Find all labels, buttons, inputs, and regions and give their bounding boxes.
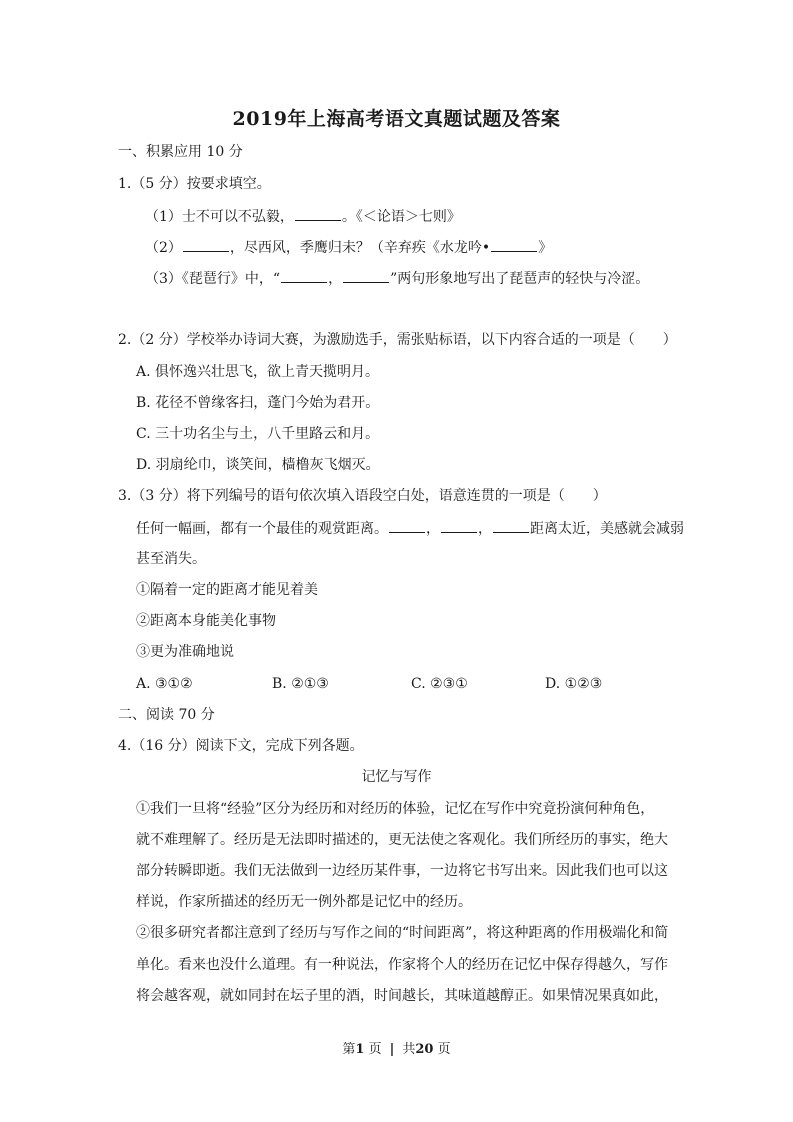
question-1-line-1 bbox=[145, 206, 461, 227]
page-prefix: 第 bbox=[342, 1042, 356, 1057]
fill-blank bbox=[343, 268, 389, 283]
page-title: 2019年上海高考语文真题试题及答案 bbox=[232, 108, 561, 130]
fill-blank bbox=[295, 206, 341, 221]
question-3-item-1: ①隔着一定的距离才能见着美 bbox=[136, 582, 318, 598]
question-3-option-a: A. ③①② bbox=[136, 676, 193, 692]
question-3-passage-line-2: 甚至消失。 bbox=[136, 551, 206, 567]
question-3-passage-line-1 bbox=[136, 518, 684, 539]
article-title: 记忆与写作 bbox=[361, 769, 432, 785]
question-1-line-3 bbox=[145, 268, 649, 289]
question-2-option-c: C. 三十功名尘与土，八千里路云和月。 bbox=[136, 426, 380, 442]
text: ， bbox=[478, 521, 492, 537]
fill-blank bbox=[493, 518, 529, 533]
question-3-option-b: B. ②①③ bbox=[272, 676, 329, 692]
text: 》 bbox=[538, 240, 553, 256]
question-3-item-3: ③更为准确地说 bbox=[136, 644, 234, 660]
article-paragraph-2-line: 将会越客观，就如同封在坛子里的酒，时间越长，其味道越醇正。如果情况果真如此， bbox=[136, 988, 668, 1004]
page-suffix: 页 bbox=[364, 1042, 382, 1057]
total-prefix: 共 bbox=[402, 1042, 416, 1057]
question-2-stem: 2.（2 分）学校举办诗词大赛，为激励选手，需张贴标语，以下内容合适的一项是（ ） bbox=[118, 332, 677, 348]
fill-blank bbox=[183, 237, 229, 252]
text: （1）士不可以不弘毅， bbox=[145, 209, 294, 225]
article-paragraph-1-line: 就不难理解了。经历是无法即时描述的，更无法使之客观化。我们所经历的事实，绝大 bbox=[136, 832, 668, 848]
question-3-stem: 3.（3 分）将下列编号的语句依次填入语段空白处，语意连贯的一项是（ ） bbox=[118, 488, 607, 504]
fill-blank bbox=[441, 518, 477, 533]
text: ，尽西风，季鹰归未？（辛弃疾《水龙吟• bbox=[229, 240, 491, 256]
text: ”两句形象地写出了琵琶声的轻快与冷涩。 bbox=[390, 271, 650, 287]
question-2-option-d: D. 羽扇纶巾，谈笑间，樯橹灰飞烟灭。 bbox=[136, 457, 380, 473]
article-paragraph-2-line: ②很多研究者都注意到了经历与写作之间的“时间距离”，将这种距离的作用极端化和简 bbox=[136, 925, 669, 941]
section-heading-2: 二、阅读 70 分 bbox=[118, 707, 215, 723]
article-paragraph-1-line: 部分转瞬即逝。我们无法做到一边经历某件事，一边将它书写出来。因此我们也可以这 bbox=[136, 863, 668, 879]
fill-blank bbox=[281, 268, 327, 283]
total-pages: 20 bbox=[415, 1042, 434, 1057]
fill-blank bbox=[491, 237, 537, 252]
text: （3）《琵琶行》中，“ bbox=[145, 271, 281, 287]
total-suffix: 页 bbox=[433, 1042, 451, 1057]
question-2-option-b: B. 花径不曾缘客扫，蓬门今始为君开。 bbox=[136, 395, 380, 411]
question-2-option-a: A. 俱怀逸兴壮思飞，欲上青天揽明月。 bbox=[136, 364, 380, 380]
question-3-option-d: D. ①②③ bbox=[545, 676, 603, 692]
article-paragraph-1-line: ①我们一旦将“经验”区分为经历和对经历的体验，记忆在写作中究竟扮演何种角色， bbox=[136, 801, 655, 817]
footer-separator: | bbox=[389, 1042, 395, 1057]
page-number: 1 bbox=[355, 1042, 365, 1057]
article-paragraph-2-line: 单化。看来也没什么道理。有一种说法，作家将个人的经历在记忆中保存得越久，写作 bbox=[136, 957, 668, 973]
question-4-stem: 4.（16 分）阅读下文，完成下列各题。 bbox=[118, 738, 364, 754]
text: 。《＜论语＞七则》 bbox=[341, 209, 461, 225]
question-3-option-c: C. ②③① bbox=[411, 676, 468, 692]
question-1-stem: 1.（5 分）按要求填空。 bbox=[118, 176, 271, 192]
fill-blank bbox=[389, 518, 425, 533]
text: ， bbox=[328, 271, 343, 287]
text: 距离太近，美感就会减弱 bbox=[530, 521, 684, 537]
text: ， bbox=[426, 521, 440, 537]
question-3-item-2: ②距离本身能美化事物 bbox=[136, 613, 276, 629]
article-paragraph-1-line: 样说，作家所描述的经历无一例外都是记忆中的经历。 bbox=[136, 894, 472, 910]
question-1-line-2 bbox=[145, 237, 552, 258]
section-heading-1: 一、积累应用 10 分 bbox=[118, 144, 243, 160]
page-footer bbox=[0, 1038, 793, 1057]
text: （2） bbox=[145, 240, 182, 256]
text: 任何一幅画，都有一个最佳的观赏距离。 bbox=[136, 521, 388, 537]
